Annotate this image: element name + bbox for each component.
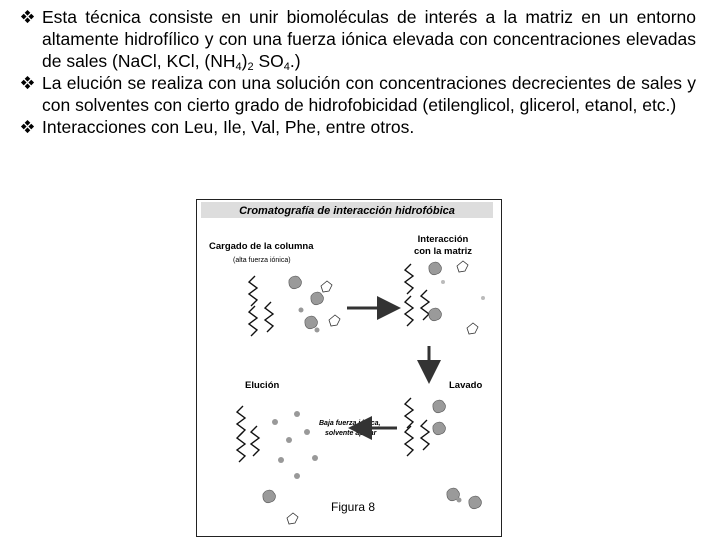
- panel-elution: [237, 406, 318, 524]
- step3-title: Elución: [245, 380, 280, 391]
- bullet-list: [20, 6, 696, 138]
- panel-interaction: [405, 261, 485, 334]
- panel-loading: [249, 276, 340, 336]
- diamond-four-dots-icon: [20, 75, 35, 90]
- bullet-item-1: Esta técnica consiste en unir biomoléculas de interés a la matriz en un entorno altamente hidrofílico y con una fuerza iónica elevada con concentraciones elevadas de sales (NaCl, KCl, $(NH_4)_2$ $SO_4$.): [20, 6, 696, 72]
- panel-washing: [405, 398, 481, 509]
- step1-title: Cargado de la columna: [209, 241, 314, 252]
- step2-title-line1: Interacción: [417, 234, 469, 245]
- bullet-item-3: Interacciones con Leu, Ile, Val, Phe, entre otros.: [20, 116, 696, 138]
- diamond-four-dots-icon: [20, 9, 35, 24]
- step4-title: Lavado: [449, 380, 483, 391]
- step2-title-line2: con la matriz: [413, 246, 473, 257]
- figure-caption: Figura 8: [331, 500, 376, 514]
- bullet-item-2: La elución se realiza con una solución con concentraciones decrecientes de sales y con solventes con cierto grado de hidrofobicidad (etilenglicol, glicerol, etanol, etc.): [20, 72, 696, 116]
- step1-subtitle: (alta fuerza iónica): [233, 257, 291, 264]
- diamond-four-dots-icon: [20, 119, 35, 134]
- figure-title: Cromatografía de interacción hidrofóbica: [239, 205, 455, 217]
- hic-diagram: [197, 200, 501, 536]
- hic-figure: [196, 199, 502, 537]
- elution-note-line1: Baja fuerza iónica,: [319, 420, 381, 427]
- elution-note-line2: solvente apolar: [325, 430, 377, 437]
